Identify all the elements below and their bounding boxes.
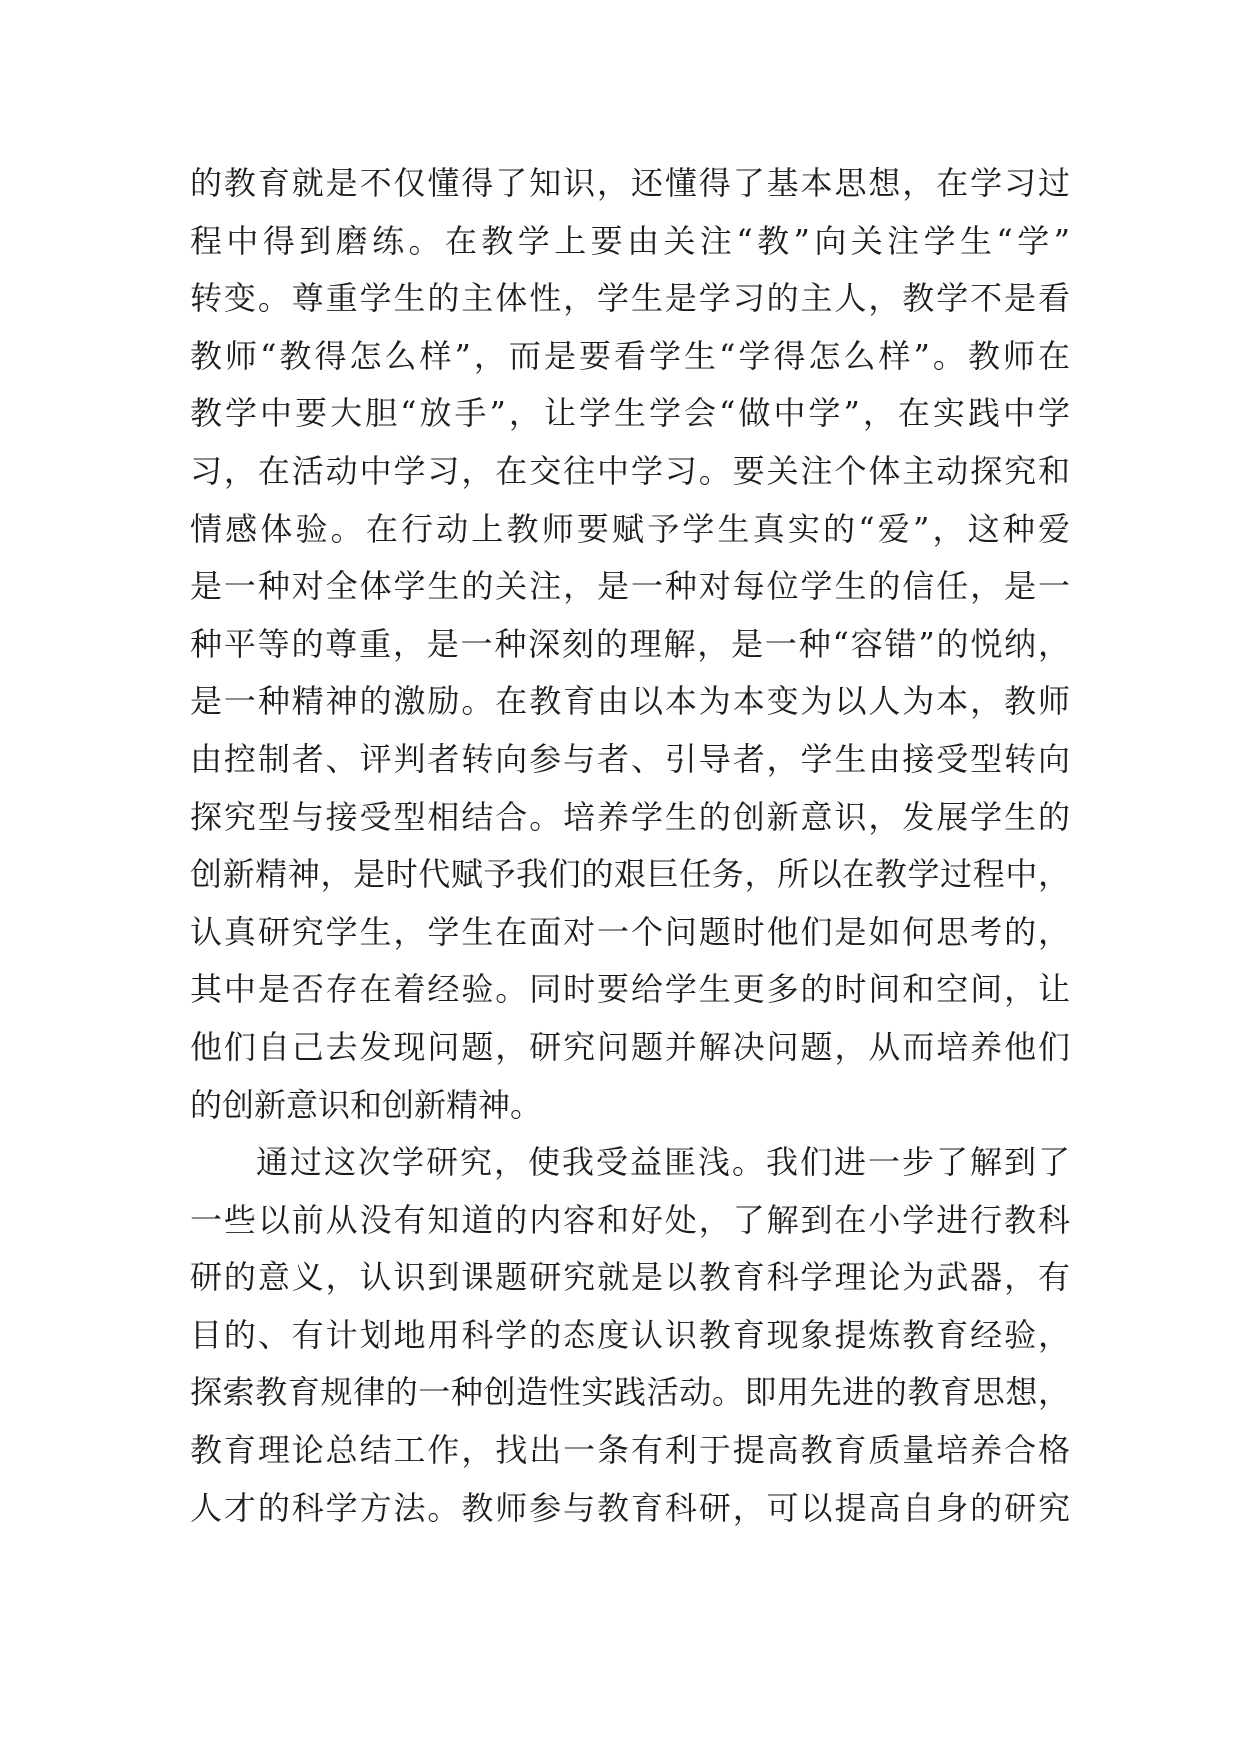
text-line: 教师“教得怎么样”，而是要看学生“学得怎么样”。教师在 [190,336,1070,375]
text-line: 的教育就是不仅懂得了知识，还懂得了基本思想，在学习过 [190,164,1070,202]
text-line: 人才的科学方法。教师参与教育科研，可以提高自身的研究 [190,1488,1070,1527]
body-text [190,155,1070,1537]
text-line: 教学中要大胆“放手”，让学生学会“做中学”，在实践中学 [190,394,1070,433]
text-line: 研的意义，认识到课题研究就是以教育科学理论为武器，有 [190,1258,1070,1297]
text-line: 程中得到磨练。在教学上要由关注“教”向关注学生“学” [190,221,1070,260]
text-line: 创新精神，是时代赋予我们的艰巨任务，所以在教学过程中， [190,855,1070,894]
text-line: 认真研究学生，学生在面对一个问题时他们是如何思考的， [190,912,1070,951]
text-line: 的创新意识和创新精神。 [190,1085,543,1124]
text-line: 教育理论总结工作，找出一条有利于提高教育质量培养合格 [190,1431,1070,1470]
text-line: 探究型与接受型相结合。培养学生的创新意识，发展学生的 [190,797,1070,836]
text-line: 转变。尊重学生的主体性，学生是学习的主人，教学不是看 [190,279,1070,318]
text-line: 习，在活动中学习，在交往中学习。要关注个体主动探究和 [190,451,1070,490]
text-line: 探索教育规律的一种创造性实践活动。即用先进的教育思想， [190,1373,1070,1412]
paragraph-first-line: 通过这次学研究，使我受益匪浅。我们进一步了解到了 [256,1143,1070,1182]
text-line: 种平等的尊重，是一种深刻的理解，是一种“容错”的悦纳， [190,624,1070,663]
text-line: 由控制者、评判者转向参与者、引导者，学生由接受型转向 [190,739,1070,778]
text-line: 目的、有计划地用科学的态度认识教育现象提炼教育经验， [190,1315,1070,1354]
text-line: 情感体验。在行动上教师要赋予学生真实的“爱”，这种爱 [190,509,1070,548]
text-line: 是一种精神的激励。在教育由以本为本变为以人为本，教师 [190,682,1070,721]
text-line: 他们自己去发现问题，研究问题并解决问题，从而培养他们 [190,1027,1070,1066]
text-line: 其中是否存在着经验。同时要给学生更多的时间和空间，让 [190,970,1070,1009]
text-line: 一些以前从没有知道的内容和好处，了解到在小学进行教科 [190,1200,1070,1239]
text-line: 是一种对全体学生的关注，是一种对每位学生的信任，是一 [190,567,1070,606]
